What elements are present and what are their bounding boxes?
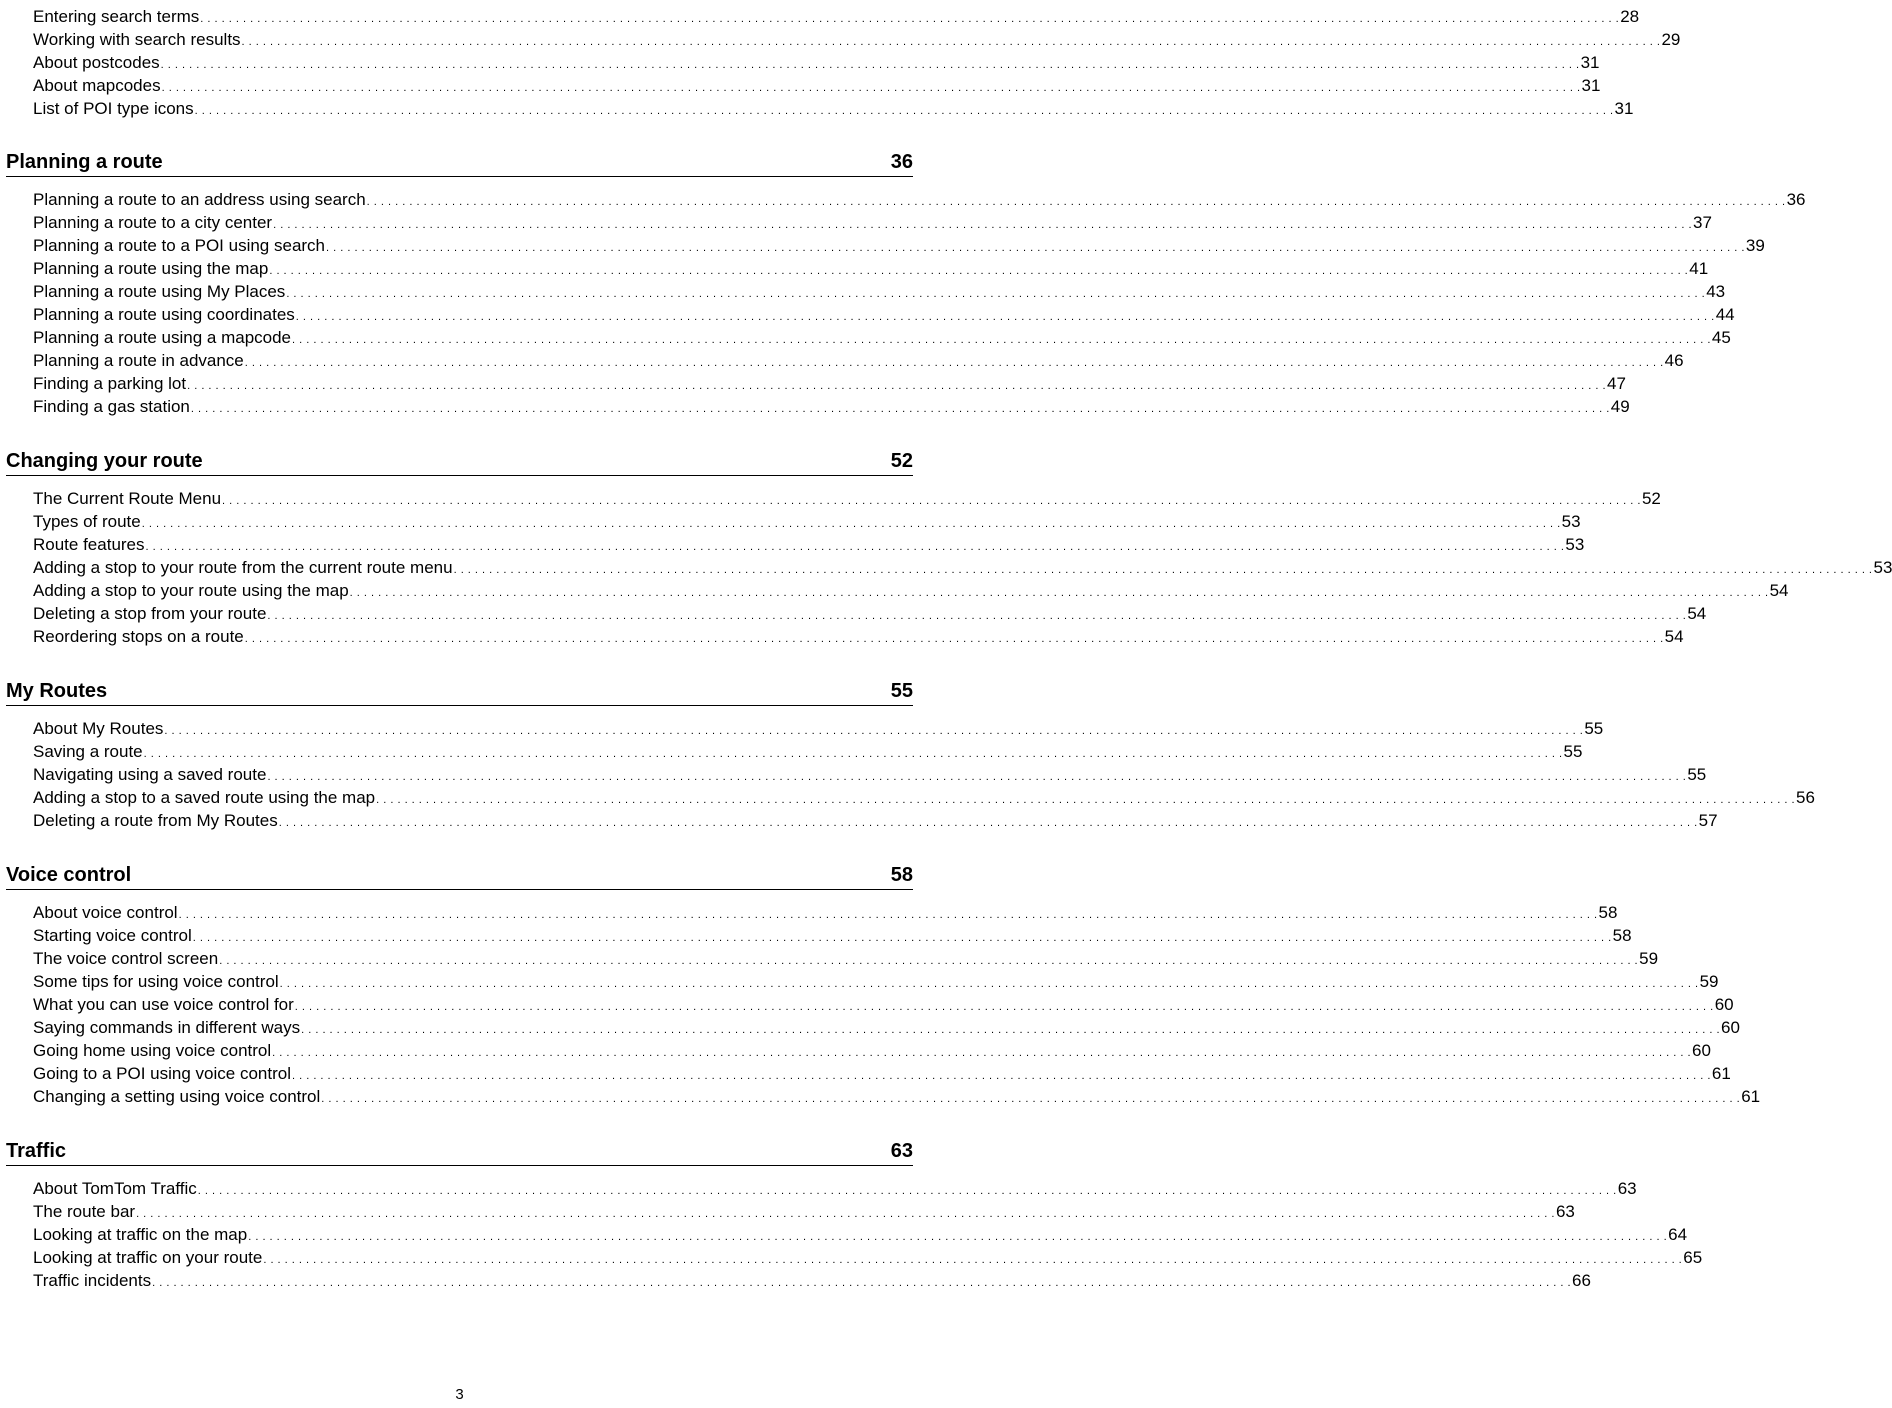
toc-entry[interactable]	[33, 1062, 1731, 1085]
toc-entry-title: Planning a route in advance	[33, 351, 244, 370]
toc-entry[interactable]	[33, 5, 1640, 28]
toc-entry-page: 55	[1687, 765, 1707, 784]
toc-entry-page: 64	[1668, 1225, 1688, 1244]
toc-entry-page: 65	[1683, 1248, 1703, 1267]
toc-entry-page: 41	[1689, 259, 1709, 278]
toc-entry-page: 49	[1610, 397, 1630, 416]
dot-leader: . . . . . . . . . . . . . . . . . . . . . . . . . . . . . . . . . . . . . . . . . . . . . . . . . . . . . . . . . . . . . . . . . . . . . . . . . . . . . . . . . . . . . . . . . . . . . . . . . . . . . . . . . . . . . . . . . . . . . . . . . . . . . . . . . . . . . . . . . . . . . . . . . . . . . . . . . . . . . . . . . . . . . . . . . . . . . . . . . . . . . . . . . . . . . . . . . . . . . . . .	[244, 357, 1664, 369]
toc-entry-page: 52	[1641, 489, 1661, 508]
section-entry-list	[0, 1177, 1703, 1292]
toc-section-traffic	[0, 1136, 1703, 1292]
dot-leader: . . . . . . . . . . . . . . . . . . . . . . . . . . . . . . . . . . . . . . . . . . . . . . . . . . . . . . . . . . . . . . . . . . . . . . . . . . . . . . . . . . . . . . . . . . . . . . . . . . . . . . . . . . . . . . . . . . . . . . . . . . . . . . . . . . . . . . . . . . . . . . . . . . . . . . . . . . . . . . . . . . . . . . . . . . . . . . . . . . . . . . . . . . . . . . . . . . . . . . . .	[272, 1047, 1692, 1059]
toc-entry-page: 45	[1711, 328, 1731, 347]
toc-entry-page: 66	[1572, 1271, 1591, 1290]
dot-leader: . . . . . . . . . . . . . . . . . . . . . . . . . . . . . . . . . . . . . . . . . . . . . . . . . . . . . . . . . . . . . . . . . . . . . . . . . . . . . . . . . . . . . . . . . . . . . . . . . . . . . . . . . . . . . . . . . . . . . . . . . . . . . . . . . . . . . . . . . . . . . . . . . . . . . . . . . . . . . . . . . . . . . . . . . . . . . . . . . . . . . . . . . . . . . . . . . . . . . . . .	[278, 817, 1698, 829]
toc-entry-page: 55	[1584, 719, 1604, 738]
section-title: Changing your route	[6, 450, 203, 472]
toc-entry[interactable]	[33, 51, 1600, 74]
toc-entry-title: Types of route	[33, 512, 141, 531]
toc-entry-title: Deleting a stop from your route	[33, 604, 267, 623]
toc-entry[interactable]	[33, 1246, 1703, 1269]
section-title: Traffic	[6, 1140, 67, 1162]
toc-entry-page: 54	[1687, 604, 1707, 623]
section-page: 36	[890, 151, 913, 173]
dot-leader: . . . . . . . . . . . . . . . . . . . . . . . . . . . . . . . . . . . . . . . . . . . . . . . . . . . . . . . . . . . . . . . . . . . . . . . . . . . . . . . . . . . . . . . . . . . . . . . . . . . . . . . . . . . . . . . . . . . . . . . . . . . . . . . . . . . . . . . . . . . . . . . . . . . . . . . . . . . . . . . . . . . . . . . . . . . . . . . . . . . . . . . . . . . . . . . . . . . . . . . .	[192, 932, 1612, 944]
dot-leader: . . . . . . . . . . . . . . . . . . . . . . . . . . . . . . . . . . . . . . . . . . . . . . . . . . . . . . . . . . . . . . . . . . . . . . . . . . . . . . . . . . . . . . . . . . . . . . . . . . . . . . . . . . . . . . . . . . . . . . . . . . . . . . . . . . . . . . . . . . . . . . . . . . . . . . . . . . . . . . . . . . . . . . . . . . . . . . . . . . . . . . . . . . . . . . . . . . . . . . . .	[279, 978, 1699, 990]
toc-entry[interactable]	[33, 1085, 1761, 1108]
section-page: 55	[890, 680, 913, 702]
dot-leader: . . . . . . . . . . . . . . . . . . . . . . . . . . . . . . . . . . . . . . . . . . . . . . . . . . . . . . . . . . . . . . . . . . . . . . . . . . . . . . . . . . . . . . . . . . . . . . . . . . . . . . . . . . . . . . . . . . . . . . . . . . . . . . . . . . . . . . . . . . . . . . . . . . . . . . . . . . . . . . . . . . . . . . . . . . . . . . . . . . . . . . . . . . . . . . . . . . . . . . . .	[219, 955, 1639, 967]
toc-entry-page: 63	[1617, 1179, 1637, 1198]
toc-section-planning-a-route	[0, 147, 1806, 418]
toc-entry-page: 59	[1639, 949, 1659, 968]
dot-leader: . . . . . . . . . . . . . . . . . . . . . . . . . . . . . . . . . . . . . . . . . . . . . . . . . . . . . . . . . . . . . . . . . . . . . . . . . . . . . . . . . . . . . . . . . . . . . . . . . . . . . . . . . . . . . . . . . . . . . . . . . . . . . . . . . . . . . . . . . . . . . . . . . . . . . . . . . . . . . . . . . . . . . . . . . . . . . . . . . . . . . . . . . . . . . . . . . . . . . . . .	[178, 909, 1598, 921]
toc-entry-title: Saying commands in different ways	[33, 1018, 301, 1037]
toc-entry-title: Planning a route using a mapcode	[33, 328, 292, 347]
toc-entry[interactable]	[33, 970, 1719, 993]
toc-entry[interactable]	[33, 211, 1712, 234]
section-page: 52	[890, 450, 913, 472]
dot-leader: . . . . . . . . . . . . . . . . . . . . . . . . . . . . . . . . . . . . . . . . . . . . . . . . . . . . . . . . . . . . . . . . . . . . . . . . . . . . . . . . . . . . . . . . . . . . . . . . . . . . . . . . . . . . . . . . . . . . . . . . . . . . . . . . . . . . . . . . . . . . . . . . . . . . . . . . . . . . . . . . . . . . . . . . . . . . . . . . . . . . . . . . . . . . . . . . . . . . . . . .	[200, 13, 1620, 25]
toc-entry[interactable]	[33, 579, 1789, 602]
toc-entry[interactable]	[33, 717, 1604, 740]
dot-leader: . . . . . . . . . . . . . . . . . . . . . . . . . . . . . . . . . . . . . . . . . . . . . . . . . . . . . . . . . . . . . . . . . . . . . . . . . . . . . . . . . . . . . . . . . . . . . . . . . . . . . . . . . . . . . . . . . . . . . . . . . . . . . . . . . . . . . . . . . . . . . . . . . . . . . . . . . . . . . . . . . . . . . . . . . . . . . . . . . . . . . . . . . . . . . . . . . . . . . . . .	[141, 518, 1561, 530]
toc-entry-page: 60	[1692, 1041, 1711, 1060]
toc-entry-page: 61	[1741, 1087, 1761, 1106]
section-title: Planning a route	[6, 151, 163, 173]
toc-entry-page: 37	[1693, 213, 1712, 232]
toc-entry-title: Working with search results	[33, 30, 241, 49]
toc-entry-page: 31	[1614, 99, 1634, 118]
toc-entry[interactable]	[33, 1223, 1688, 1246]
toc-entry-page: 56	[1796, 788, 1815, 807]
section-entry-list	[0, 487, 1892, 648]
toc-entry-title: About mapcodes	[33, 76, 161, 95]
table-of-contents	[0, 5, 1892, 1292]
toc-entry-title: The voice control screen	[33, 949, 219, 968]
toc-entry-page: 53	[1873, 558, 1892, 577]
dot-leader: . . . . . . . . . . . . . . . . . . . . . . . . . . . . . . . . . . . . . . . . . . . . . . . . . . . . . . . . . . . . . . . . . . . . . . . . . . . . . . . . . . . . . . . . . . . . . . . . . . . . . . . . . . . . . . . . . . . . . . . . . . . . . . . . . . . . . . . . . . . . . . . . . . . . . . . . . . . . . . . . . . . . . . . . . . . . . . . . . . . . . . . . . . . . . . . . . . . . . . . .	[248, 1231, 1668, 1243]
toc-entry[interactable]	[33, 395, 1630, 418]
toc-entry-page: 31	[1580, 53, 1600, 72]
toc-entry-title: Finding a parking lot	[33, 374, 187, 393]
toc-entry[interactable]	[33, 257, 1709, 280]
toc-entry-title: Adding a stop to your route from the current route menu	[33, 558, 453, 577]
toc-entry[interactable]	[33, 1200, 1575, 1223]
dot-leader: . . . . . . . . . . . . . . . . . . . . . . . . . . . . . . . . . . . . . . . . . . . . . . . . . . . . . . . . . . . . . . . . . . . . . . . . . . . . . . . . . . . . . . . . . . . . . . . . . . . . . . . . . . . . . . . . . . . . . . . . . . . . . . . . . . . . . . . . . . . . . . . . . . . . . . . . . . . . . . . . . . . . . . . . . . . . . . . . . . . . . . . . . . . . . . . . . . . . . . . .	[301, 1024, 1721, 1036]
toc-entry-title: Changing a setting using voice control	[33, 1087, 321, 1106]
toc-entry[interactable]	[33, 280, 1726, 303]
section-heading[interactable]	[6, 147, 913, 177]
dot-leader: . . . . . . . . . . . . . . . . . . . . . . . . . . . . . . . . . . . . . . . . . . . . . . . . . . . . . . . . . . . . . . . . . . . . . . . . . . . . . . . . . . . . . . . . . . . . . . . . . . . . . . . . . . . . . . . . . . . . . . . . . . . . . . . . . . . . . . . . . . . . . . . . . . . . . . . . . . . . . . . . . . . . . . . . . . . . . . . . . . . . . . . . . . . . . . . . . . . . . . . .	[197, 1185, 1617, 1197]
toc-entry-title: Route features	[33, 535, 145, 554]
toc-entry-title: Adding a stop to a saved route using the map	[33, 788, 376, 807]
toc-entry-title: About postcodes	[33, 53, 160, 72]
toc-entry[interactable]	[33, 1177, 1637, 1200]
toc-entry[interactable]	[33, 763, 1707, 786]
toc-entry-page: 29	[1661, 30, 1681, 49]
toc-entry-title: Saving a route	[33, 742, 143, 761]
dot-leader: . . . . . . . . . . . . . . . . . . . . . . . . . . . . . . . . . . . . . . . . . . . . . . . . . . . . . . . . . . . . . . . . . . . . . . . . . . . . . . . . . . . . . . . . . . . . . . . . . . . . . . . . . . . . . . . . . . . . . . . . . . . . . . . . . . . . . . . . . . . . . . . . . . . . . . . . . . . . . . . . . . . . . . . . . . . . . . . . . . . . . . . . . . . . . . . . . . . . . . . .	[321, 1093, 1741, 1105]
dot-leader: . . . . . . . . . . . . . . . . . . . . . . . . . . . . . . . . . . . . . . . . . . . . . . . . . . . . . . . . . . . . . . . . . . . . . . . . . . . . . . . . . . . . . . . . . . . . . . . . . . . . . . . . . . . . . . . . . . . . . . . . . . . . . . . . . . . . . . . . . . . . . . . . . . . . . . . . . . . . . . . . . . . . . . . . . . . . . . . . . . . . . . . . . . . . . . . . . . . . . . . .	[222, 495, 1641, 507]
toc-entry[interactable]	[33, 993, 1734, 1016]
page-number: 3	[455, 1386, 464, 1403]
dot-leader: . . . . . . . . . . . . . . . . . . . . . . . . . . . . . . . . . . . . . . . . . . . . . . . . . . . . . . . . . . . . . . . . . . . . . . . . . . . . . . . . . . . . . . . . . . . . . . . . . . . . . . . . . . . . . . . . . . . . . . . . . . . . . . . . . . . . . . . . . . . . . . . . . . . . . . . . . . . . . . . . . . . . . . . . . . . . . . . . . . . . . . . . . . . . . . . . . . . . . . . .	[273, 219, 1692, 231]
dot-leader: . . . . . . . . . . . . . . . . . . . . . . . . . . . . . . . . . . . . . . . . . . . . . . . . . . . . . . . . . . . . . . . . . . . . . . . . . . . . . . . . . . . . . . . . . . . . . . . . . . . . . . . . . . . . . . . . . . . . . . . . . . . . . . . . . . . . . . . . . . . . . . . . . . . . . . . . . . . . . . . . . . . . . . . . . . . . . . . . . . . . . . . . . . . . . . . . . . . . . . . .	[244, 633, 1664, 645]
toc-entry-title: The Current Route Menu	[33, 489, 222, 508]
toc-entry[interactable]	[33, 349, 1684, 372]
section-heading[interactable]	[6, 676, 913, 706]
dot-leader: . . . . . . . . . . . . . . . . . . . . . . . . . . . . . . . . . . . . . . . . . . . . . . . . . . . . . . . . . . . . . . . . . . . . . . . . . . . . . . . . . . . . . . . . . . . . . . . . . . . . . . . . . . . . . . . . . . . . . . . . . . . . . . . . . . . . . . . . . . . . . . . . . . . . . . . . . . . . . . . . . . . . . . . . . . . . . . . . . . . . . . . . . . . . . . . . . . . . . . . .	[187, 380, 1606, 392]
toc-entry-title: Reordering stops on a route	[33, 627, 244, 646]
dot-leader: . . . . . . . . . . . . . . . . . . . . . . . . . . . . . . . . . . . . . . . . . . . . . . . . . . . . . . . . . . . . . . . . . . . . . . . . . . . . . . . . . . . . . . . . . . . . . . . . . . . . . . . . . . . . . . . . . . . . . . . . . . . . . . . . . . . . . . . . . . . . . . . . . . . . . . . . . . . . . . . . . . . . . . . . . . . . . . . . . . . . . . . . . . . . . . . . . . . . . . . .	[143, 748, 1563, 760]
toc-entry[interactable]	[33, 510, 1581, 533]
toc-entry-page: 60	[1721, 1018, 1740, 1037]
toc-entry-page: 63	[1555, 1202, 1575, 1221]
dot-leader: . . . . . . . . . . . . . . . . . . . . . . . . . . . . . . . . . . . . . . . . . . . . . . . . . . . . . . . . . . . . . . . . . . . . . . . . . . . . . . . . . . . . . . . . . . . . . . . . . . . . . . . . . . . . . . . . . . . . . . . . . . . . . . . . . . . . . . . . . . . . . . . . . . . . . . . . . . . . . . . . . . . . . . . . . . . . . . . . . . . . . . . . . . . . . . . . . . . . . . . .	[263, 1254, 1683, 1266]
dot-leader: . . . . . . . . . . . . . . . . . . . . . . . . . . . . . . . . . . . . . . . . . . . . . . . . . . . . . . . . . . . . . . . . . . . . . . . . . . . . . . . . . . . . . . . . . . . . . . . . . . . . . . . . . . . . . . . . . . . . . . . . . . . . . . . . . . . . . . . . . . . . . . . . . . . . . . . . . . . . . . . . . . . . . . . . . . . . . . . . . . . . . . . . . . . . . . . . . . . . . . . .	[194, 105, 1614, 117]
toc-entry-page: 58	[1612, 926, 1632, 945]
toc-entry-title: Starting voice control	[33, 926, 192, 945]
toc-entry[interactable]	[33, 556, 1892, 579]
toc-entry-title: Looking at traffic on your route	[33, 1248, 263, 1267]
toc-entry-page: 58	[1598, 903, 1618, 922]
toc-section-changing-your-route	[0, 446, 1892, 648]
dot-leader: . . . . . . . . . . . . . . . . . . . . . . . . . . . . . . . . . . . . . . . . . . . . . . . . . . . . . . . . . . . . . . . . . . . . . . . . . . . . . . . . . . . . . . . . . . . . . . . . . . . . . . . . . . . . . . . . . . . . . . . . . . . . . . . . . . . . . . . . . . . . . . . . . . . . . . . . . . . . . . . . . . . . . . . . . . . . . . . . . . . . . . . . . . . . . . . . . . . . . . . .	[161, 82, 1581, 94]
toc-entry-title: Navigating using a saved route	[33, 765, 267, 784]
toc-entry-title: Planning a route to a POI using search	[33, 236, 326, 255]
toc-entry[interactable]	[33, 740, 1583, 763]
dot-leader: . . . . . . . . . . . . . . . . . . . . . . . . . . . . . . . . . . . . . . . . . . . . . . . . . . . . . . . . . . . . . . . . . . . . . . . . . . . . . . . . . . . . . . . . . . . . . . . . . . . . . . . . . . . . . . . . . . . . . . . . . . . . . . . . . . . . . . . . . . . . . . . . . . . . . . . . . . . . . . . . . . . . . . . . . . . . . . . . . . . . . . . . . . . . . . . . . . . . . . . .	[376, 794, 1796, 806]
toc-entry-title: Entering search terms	[33, 7, 200, 26]
dot-leader: . . . . . . . . . . . . . . . . . . . . . . . . . . . . . . . . . . . . . . . . . . . . . . . . . . . . . . . . . . . . . . . . . . . . . . . . . . . . . . . . . . . . . . . . . . . . . . . . . . . . . . . . . . . . . . . . . . . . . . . . . . . . . . . . . . . . . . . . . . . . . . . . . . . . . . . . . . . . . . . . . . . . . . . . . . . . . . . . . . . . . . . . . . . . . . . . . . . . . . . .	[267, 771, 1687, 783]
dot-leader: . . . . . . . . . . . . . . . . . . . . . . . . . . . . . . . . . . . . . . . . . . . . . . . . . . . . . . . . . . . . . . . . . . . . . . . . . . . . . . . . . . . . . . . . . . . . . . . . . . . . . . . . . . . . . . . . . . . . . . . . . . . . . . . . . . . . . . . . . . . . . . . . . . . . . . . . . . . . . . . . . . . . . . . . . . . . . . . . . . . . . . . . . . . . . . . . . . . . . . . .	[292, 334, 1711, 346]
toc-section-my-routes	[0, 676, 1815, 832]
toc-entry-page: 47	[1607, 374, 1626, 393]
toc-entry-title: Some tips for using voice control	[33, 972, 279, 991]
toc-entry-page: 60	[1714, 995, 1734, 1014]
toc-entry-title: Deleting a route from My Routes	[33, 811, 278, 830]
toc-entry-page: 61	[1711, 1064, 1731, 1083]
toc-entry-page: 54	[1664, 627, 1684, 646]
toc-entry-title: Going to a POI using voice control	[33, 1064, 291, 1083]
section-title: My Routes	[6, 680, 108, 702]
section-entry-list	[0, 901, 1761, 1108]
toc-entry-title: About TomTom Traffic	[33, 1179, 197, 1198]
dot-leader: . . . . . . . . . . . . . . . . . . . . . . . . . . . . . . . . . . . . . . . . . . . . . . . . . . . . . . . . . . . . . . . . . . . . . . . . . . . . . . . . . . . . . . . . . . . . . . . . . . . . . . . . . . . . . . . . . . . . . . . . . . . . . . . . . . . . . . . . . . . . . . . . . . . . . . . . . . . . . . . . . . . . . . . . . . . . . . . . . . . . . . . . . . . . . . . . . . . . . . . .	[349, 587, 1769, 599]
toc-entry[interactable]	[33, 188, 1806, 211]
dot-leader: . . . . . . . . . . . . . . . . . . . . . . . . . . . . . . . . . . . . . . . . . . . . . . . . . . . . . . . . . . . . . . . . . . . . . . . . . . . . . . . . . . . . . . . . . . . . . . . . . . . . . . . . . . . . . . . . . . . . . . . . . . . . . . . . . . . . . . . . . . . . . . . . . . . . . . . . . . . . . . . . . . . . . . . . . . . . . . . . . . . . . . . . . . . . . . . . . . . . . . . .	[294, 1001, 1714, 1013]
toc-entry-page: 53	[1561, 512, 1581, 531]
toc-entry-title: Adding a stop to your route using the map	[33, 581, 349, 600]
toc-entry[interactable]	[33, 901, 1618, 924]
toc-entry-title: Planning a route to an address using search	[33, 190, 366, 209]
toc-entry[interactable]	[33, 372, 1626, 395]
toc-entry[interactable]	[33, 234, 1765, 257]
toc-entry[interactable]	[33, 97, 1634, 120]
toc-entry-page: 36	[1786, 190, 1806, 209]
toc-entry-page: 46	[1664, 351, 1684, 370]
toc-entry[interactable]	[33, 1016, 1740, 1039]
dot-leader: . . . . . . . . . . . . . . . . . . . . . . . . . . . . . . . . . . . . . . . . . . . . . . . . . . . . . . . . . . . . . . . . . . . . . . . . . . . . . . . . . . . . . . . . . . . . . . . . . . . . . . . . . . . . . . . . . . . . . . . . . . . . . . . . . . . . . . . . . . . . . . . . . . . . . . . . . . . . . . . . . . . . . . . . . . . . . . . . . . . . . . . . . . . . . . . . . . . . . . . .	[366, 196, 1786, 208]
toc-entry[interactable]	[33, 28, 1681, 51]
toc-entry-page: 39	[1745, 236, 1765, 255]
dot-leader: . . . . . . . . . . . . . . . . . . . . . . . . . . . . . . . . . . . . . . . . . . . . . . . . . . . . . . . . . . . . . . . . . . . . . . . . . . . . . . . . . . . . . . . . . . . . . . . . . . . . . . . . . . . . . . . . . . . . . . . . . . . . . . . . . . . . . . . . . . . . . . . . . . . . . . . . . . . . . . . . . . . . . . . . . . . . . . . . . . . . . . . . . . . . . . . . . . . . . . . .	[190, 403, 1610, 415]
dot-leader: . . . . . . . . . . . . . . . . . . . . . . . . . . . . . . . . . . . . . . . . . . . . . . . . . . . . . . . . . . . . . . . . . . . . . . . . . . . . . . . . . . . . . . . . . . . . . . . . . . . . . . . . . . . . . . . . . . . . . . . . . . . . . . . . . . . . . . . . . . . . . . . . . . . . . . . . . . . . . . . . . . . . . . . . . . . . . . . . . . . . . . . . . . . . . . . . . . . . . . . .	[241, 36, 1661, 48]
toc-entry[interactable]	[33, 602, 1707, 625]
toc-entry-title: Planning a route using My Places	[33, 282, 286, 301]
dot-leader: . . . . . . . . . . . . . . . . . . . . . . . . . . . . . . . . . . . . . . . . . . . . . . . . . . . . . . . . . . . . . . . . . . . . . . . . . . . . . . . . . . . . . . . . . . . . . . . . . . . . . . . . . . . . . . . . . . . . . . . . . . . . . . . . . . . . . . . . . . . . . . . . . . . . . . . . . . . . . . . . . . . . . . . . . . . . . . . . . . . . . . . . . . . . . . . . . . . . . . . .	[164, 725, 1584, 737]
section-entry-list	[0, 717, 1815, 832]
dot-leader: . . . . . . . . . . . . . . . . . . . . . . . . . . . . . . . . . . . . . . . . . . . . . . . . . . . . . . . . . . . . . . . . . . . . . . . . . . . . . . . . . . . . . . . . . . . . . . . . . . . . . . . . . . . . . . . . . . . . . . . . . . . . . . . . . . . . . . . . . . . . . . . . . . . . . . . . . . . . . . . . . . . . . . . . . . . . . . . . . . . . . . . . . . . . . . . . . . . . . . . .	[295, 311, 1715, 323]
toc-entry-title: About voice control	[33, 903, 178, 922]
toc-section-voice-control	[0, 860, 1761, 1108]
toc-entry-title: The route bar	[33, 1202, 136, 1221]
toc-entry-title: Planning a route using coordinates	[33, 305, 295, 324]
dot-leader: . . . . . . . . . . . . . . . . . . . . . . . . . . . . . . . . . . . . . . . . . . . . . . . . . . . . . . . . . . . . . . . . . . . . . . . . . . . . . . . . . . . . . . . . . . . . . . . . . . . . . . . . . . . . . . . . . . . . . . . . . . . . . . . . . . . . . . . . . . . . . . . . . . . . . . . . . . . . . . . . . . . . . . . . . . . . . . . . . . . . . . . . . . . . . . . . . . . . . . . .	[160, 59, 1580, 71]
toc-entry[interactable]	[33, 326, 1731, 349]
toc-entry[interactable]	[33, 1269, 1591, 1292]
section-title: Voice control	[6, 864, 132, 886]
toc-entry[interactable]	[33, 625, 1684, 648]
dot-leader: . . . . . . . . . . . . . . . . . . . . . . . . . . . . . . . . . . . . . . . . . . . . . . . . . . . . . . . . . . . . . . . . . . . . . . . . . . . . . . . . . . . . . . . . . . . . . . . . . . . . . . . . . . . . . . . . . . . . . . . . . . . . . . . . . . . . . . . . . . . . . . . . . . . . . . . . . . . . . . . . . . . . . . . . . . . . . . . . . . . . . . . . . . . . . . . . . . . . . . . .	[286, 288, 1706, 300]
toc-entry-title: List of POI type icons	[33, 99, 194, 118]
toc-entry[interactable]	[33, 786, 1815, 809]
toc-entry-title: Planning a route using the map	[33, 259, 269, 278]
dot-leader: . . . . . . . . . . . . . . . . . . . . . . . . . . . . . . . . . . . . . . . . . . . . . . . . . . . . . . . . . . . . . . . . . . . . . . . . . . . . . . . . . . . . . . . . . . . . . . . . . . . . . . . . . . . . . . . . . . . . . . . . . . . . . . . . . . . . . . . . . . . . . . . . . . . . . . . . . . . . . . . . . . . . . . . . . . . . . . . . . . . . . . . . . . . . . . . . . . . . . . . .	[136, 1208, 1555, 1220]
section-page: 58	[890, 864, 913, 886]
toc-entry[interactable]	[33, 809, 1718, 832]
toc-entry-page: 28	[1620, 7, 1640, 26]
dot-leader: . . . . . . . . . . . . . . . . . . . . . . . . . . . . . . . . . . . . . . . . . . . . . . . . . . . . . . . . . . . . . . . . . . . . . . . . . . . . . . . . . . . . . . . . . . . . . . . . . . . . . . . . . . . . . . . . . . . . . . . . . . . . . . . . . . . . . . . . . . . . . . . . . . . . . . . . . . . . . . . . . . . . . . . . . . . . . . . . . . . . . . . . . . . . . . . . . . . . . . . .	[267, 610, 1687, 622]
section-heading[interactable]	[6, 1136, 913, 1166]
toc-entry-page: 44	[1715, 305, 1735, 324]
toc-entry[interactable]	[33, 924, 1632, 947]
dot-leader: . . . . . . . . . . . . . . . . . . . . . . . . . . . . . . . . . . . . . . . . . . . . . . . . . . . . . . . . . . . . . . . . . . . . . . . . . . . . . . . . . . . . . . . . . . . . . . . . . . . . . . . . . . . . . . . . . . . . . . . . . . . . . . . . . . . . . . . . . . . . . . . . . . . . . . . . . . . . . . . . . . . . . . . . . . . . . . . . . . . . . . . . . . . . . . . . . . . . . . . .	[326, 242, 1745, 254]
toc-entry-page: 31	[1581, 76, 1601, 95]
section-heading[interactable]	[6, 860, 913, 890]
toc-entry-page: 43	[1706, 282, 1726, 301]
toc-entry[interactable]	[33, 1039, 1711, 1062]
toc-entry[interactable]	[33, 303, 1735, 326]
toc-entry-page: 54	[1769, 581, 1789, 600]
toc-entry[interactable]	[33, 947, 1659, 970]
toc-entry-title: Traffic incidents	[33, 1271, 152, 1290]
toc-entry[interactable]	[33, 487, 1661, 510]
toc-entry-title: About My Routes	[33, 719, 164, 738]
toc-entry-title: Going home using voice control	[33, 1041, 272, 1060]
toc-entry-title: What you can use voice control for	[33, 995, 294, 1014]
dot-leader: . . . . . . . . . . . . . . . . . . . . . . . . . . . . . . . . . . . . . . . . . . . . . . . . . . . . . . . . . . . . . . . . . . . . . . . . . . . . . . . . . . . . . . . . . . . . . . . . . . . . . . . . . . . . . . . . . . . . . . . . . . . . . . . . . . . . . . . . . . . . . . . . . . . . . . . . . . . . . . . . . . . . . . . . . . . . . . . . . . . . . . . . . . . . . . . . . . . . . . . .	[145, 541, 1565, 553]
dot-leader: . . . . . . . . . . . . . . . . . . . . . . . . . . . . . . . . . . . . . . . . . . . . . . . . . . . . . . . . . . . . . . . . . . . . . . . . . . . . . . . . . . . . . . . . . . . . . . . . . . . . . . . . . . . . . . . . . . . . . . . . . . . . . . . . . . . . . . . . . . . . . . . . . . . . . . . . . . . . . . . . . . . . . . . . . . . . . . . . . . . . . . . . . . . . . . . . . . . . . . . .	[453, 564, 1873, 576]
section-page: 63	[890, 1140, 913, 1162]
section-heading[interactable]	[6, 446, 913, 476]
toc-entry[interactable]	[33, 533, 1585, 556]
intro-entry-list	[0, 5, 1681, 120]
toc-entry-page: 57	[1698, 811, 1718, 830]
dot-leader: . . . . . . . . . . . . . . . . . . . . . . . . . . . . . . . . . . . . . . . . . . . . . . . . . . . . . . . . . . . . . . . . . . . . . . . . . . . . . . . . . . . . . . . . . . . . . . . . . . . . . . . . . . . . . . . . . . . . . . . . . . . . . . . . . . . . . . . . . . . . . . . . . . . . . . . . . . . . . . . . . . . . . . . . . . . . . . . . . . . . . . . . . . . . . . . . . . . . . . . .	[291, 1070, 1711, 1082]
toc-entry-page: 53	[1565, 535, 1585, 554]
dot-leader: . . . . . . . . . . . . . . . . . . . . . . . . . . . . . . . . . . . . . . . . . . . . . . . . . . . . . . . . . . . . . . . . . . . . . . . . . . . . . . . . . . . . . . . . . . . . . . . . . . . . . . . . . . . . . . . . . . . . . . . . . . . . . . . . . . . . . . . . . . . . . . . . . . . . . . . . . . . . . . . . . . . . . . . . . . . . . . . . . . . . . . . . . . . . . . . . . . . . . . . .	[152, 1277, 1572, 1289]
toc-entry-title: Planning a route to a city center	[33, 213, 273, 232]
toc-entry[interactable]	[33, 74, 1601, 97]
dot-leader: . . . . . . . . . . . . . . . . . . . . . . . . . . . . . . . . . . . . . . . . . . . . . . . . . . . . . . . . . . . . . . . . . . . . . . . . . . . . . . . . . . . . . . . . . . . . . . . . . . . . . . . . . . . . . . . . . . . . . . . . . . . . . . . . . . . . . . . . . . . . . . . . . . . . . . . . . . . . . . . . . . . . . . . . . . . . . . . . . . . . . . . . . . . . . . . . . . . . . . . .	[269, 265, 1689, 277]
toc-entry-title: Looking at traffic on the map	[33, 1225, 248, 1244]
toc-entry-page: 59	[1699, 972, 1719, 991]
section-entry-list	[0, 188, 1806, 418]
toc-entry-page: 55	[1563, 742, 1583, 761]
toc-entry-title: Finding a gas station	[33, 397, 190, 416]
